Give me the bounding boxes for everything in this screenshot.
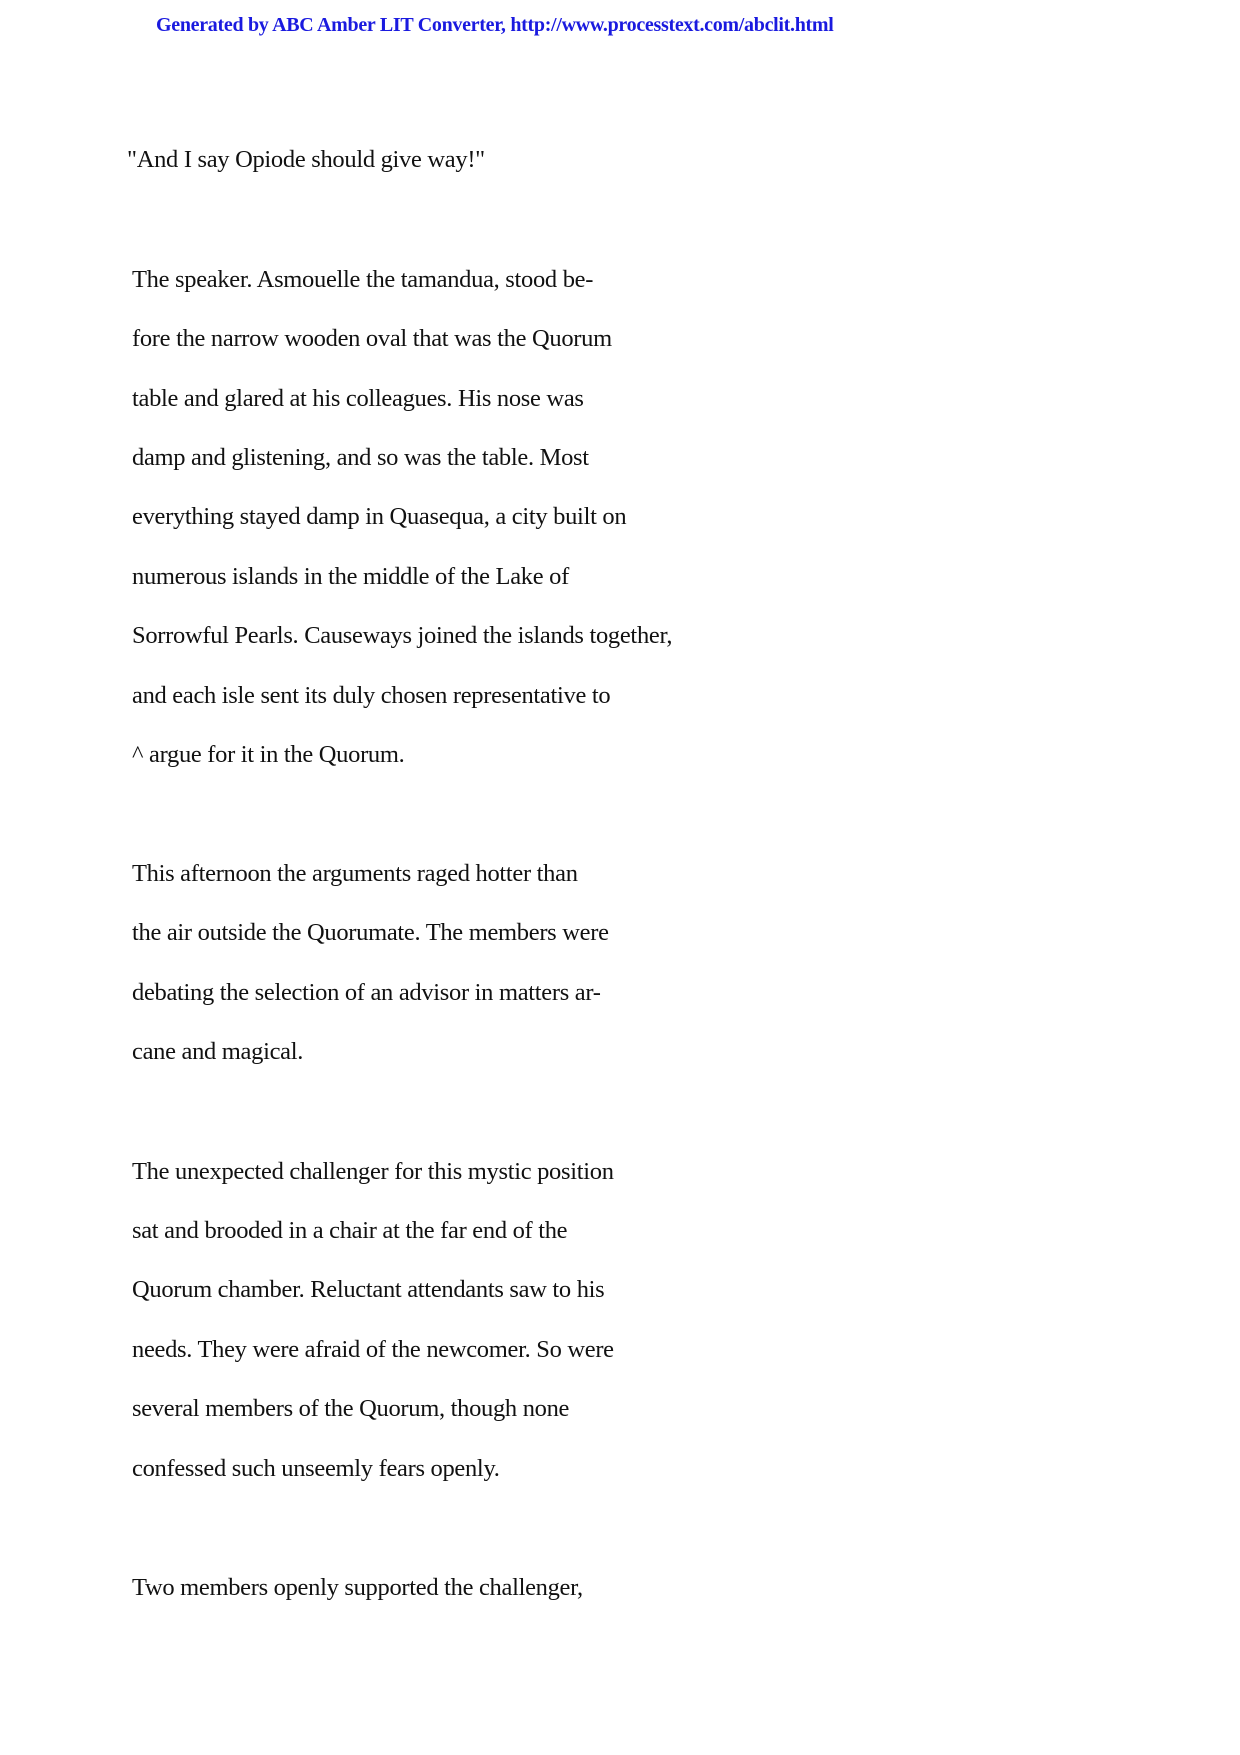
text-line: ^ argue for it in the Quorum. bbox=[132, 741, 405, 768]
text-line: Two members openly supported the challenger, bbox=[132, 1574, 583, 1601]
text-line: the air outside the Quorumate. The members were bbox=[132, 919, 609, 946]
text-line: and each isle sent its duly chosen representative to bbox=[132, 682, 611, 709]
converter-banner: Generated by ABC Amber LIT Converter, http://www.processtext.com/abclit.html bbox=[156, 14, 834, 36]
text-line: cane and magical. bbox=[132, 1038, 304, 1065]
text-line: The unexpected challenger for this mystic position bbox=[132, 1158, 614, 1185]
text-line: everything stayed damp in Quasequa, a city built on bbox=[132, 503, 627, 530]
text-line: needs. They were afraid of the newcomer. So were bbox=[132, 1336, 614, 1363]
text-line: debating the selection of an advisor in matters ar- bbox=[132, 979, 601, 1006]
text-line: several members of the Quorum, though none bbox=[132, 1395, 570, 1422]
text-line: confessed such unseemly fears openly. bbox=[132, 1455, 500, 1482]
text-line: numerous islands in the middle of the Lake of bbox=[132, 563, 569, 590]
text-line: Sorrowful Pearls. Causeways joined the islands together, bbox=[132, 622, 673, 649]
dialogue-line: "And I say Opiode should give way!" bbox=[127, 146, 485, 173]
text-line: The speaker. Asmouelle the tamandua, stood be- bbox=[132, 266, 594, 293]
text-line: table and glared at his colleagues. His nose was bbox=[132, 385, 584, 412]
text-line: sat and brooded in a chair at the far end of the bbox=[132, 1217, 568, 1244]
text-line: Quorum chamber. Reluctant attendants saw to his bbox=[132, 1276, 605, 1303]
text-line: damp and glistening, and so was the table. Most bbox=[132, 444, 589, 471]
text-line: fore the narrow wooden oval that was the Quorum bbox=[132, 325, 612, 352]
text-line: This afternoon the arguments raged hotter than bbox=[132, 860, 578, 887]
